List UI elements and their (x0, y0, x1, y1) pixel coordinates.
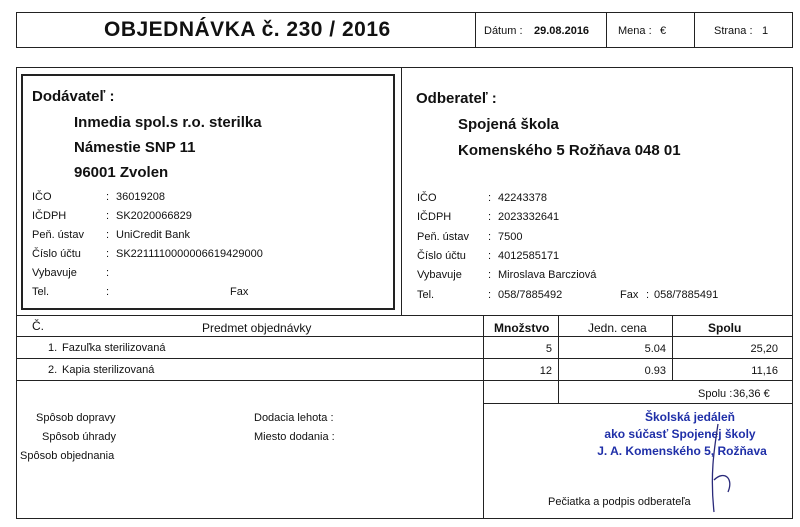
page-label: Strana : (714, 25, 753, 37)
row-total: 25,20 (750, 343, 778, 355)
sum-value: 36,36 € (733, 388, 770, 400)
supplier-contact-label: Vybavuje (32, 267, 77, 279)
customer-fax-label: Fax (620, 289, 639, 301)
supplier-icdph-value: SK2020066829 (116, 210, 192, 222)
signature-scribble (684, 420, 744, 520)
supplier-ico-value: 36019208 (116, 191, 165, 203)
currency-value: € (660, 25, 667, 37)
date-value: 29.08.2016 (534, 25, 590, 37)
signature-label: Pečiatka a podpis odberateľa (548, 496, 691, 508)
supplier-bank-value: UniCredit Bank (116, 229, 190, 241)
delivery-time-label: Dodacia lehota : (254, 412, 334, 424)
sum-label: Spolu : (698, 388, 733, 400)
customer-bank-value: 7500 (498, 231, 523, 243)
row-no: 1. (48, 342, 58, 354)
customer-tel-value: 058/7885492 (498, 289, 563, 301)
customer-tel-label: Tel. (417, 289, 435, 301)
col-header-qty: Množstvo (494, 321, 550, 335)
customer-name: Spojená škola (458, 116, 559, 133)
date-label: Dátum : (484, 25, 523, 37)
stamp-line-3: J. A. Komenského 5, Rožňava (597, 444, 767, 458)
row-qty: 5 (545, 343, 552, 355)
col-header-subject: Predmet objednávky (202, 321, 312, 335)
supplier-box (21, 74, 395, 310)
row-price: 5.04 (644, 343, 666, 355)
row-total: 11,16 (751, 365, 778, 377)
supplier-city: 96001 Zvolen (74, 164, 169, 181)
supplier-bank-label: Peň. ústav (32, 229, 84, 241)
supplier-heading: Dodávateľ : (32, 88, 115, 105)
supplier-tel-label: Tel. (32, 286, 50, 298)
supplier-name: Inmedia spol.s r.o. sterilka (74, 114, 262, 131)
customer-contact-label: Vybavuje (417, 269, 462, 281)
document-title: OBJEDNÁVKA č. 230 / 2016 (104, 18, 391, 41)
order-method-label: Spôsob objednania (20, 450, 115, 462)
row-name: Kapia sterilizovaná (62, 364, 155, 376)
page-value: 1 (762, 25, 769, 37)
customer-bank-label: Peň. ústav (417, 231, 469, 243)
currency-label: Mena : (618, 25, 652, 37)
customer-icdph-label: IČDPH (417, 211, 452, 223)
customer-heading: Odberateľ : (416, 90, 497, 107)
col-header-total: Spolu (708, 321, 742, 335)
customer-account-value: 4012585171 (498, 250, 560, 262)
customer-icdph-value: 2023332641 (498, 211, 560, 223)
customer-account-label: Číslo účtu (417, 250, 466, 262)
delivery-place-label: Miesto dodania : (254, 431, 335, 443)
supplier-account-label: Číslo účtu (32, 248, 81, 260)
supplier-street: Námestie SNP 11 (74, 139, 196, 156)
customer-address: Komenského 5 Rožňava 048 01 (458, 142, 681, 159)
transport-label: Spôsob dopravy (36, 412, 116, 424)
customer-fax-value: 058/7885491 (654, 289, 719, 301)
supplier-fax-label: Fax (230, 286, 249, 298)
customer-ico-value: 42243378 (498, 192, 547, 204)
row-no: 2. (48, 364, 58, 376)
row-qty: 12 (539, 365, 552, 377)
stamp-line-1: Školská jedáleň (644, 410, 736, 424)
customer-contact-value: Miroslava Barcziová (498, 269, 597, 281)
supplier-account-value: SK2211110000006619429000 (116, 248, 263, 260)
payment-label: Spôsob úhrady (42, 431, 116, 443)
supplier-icdph-label: IČDPH (32, 210, 67, 222)
col-header-price: Jedn. cena (588, 321, 647, 335)
supplier-ico-label: IČO (32, 191, 52, 203)
row-price: 0.93 (644, 365, 666, 377)
row-name: Fazuľka sterilizovaná (62, 342, 166, 354)
stamp-line-2: ako súčasť Spojenej školy (604, 427, 756, 441)
customer-ico-label: IČO (417, 192, 437, 204)
col-header-no: Č. (32, 319, 44, 333)
